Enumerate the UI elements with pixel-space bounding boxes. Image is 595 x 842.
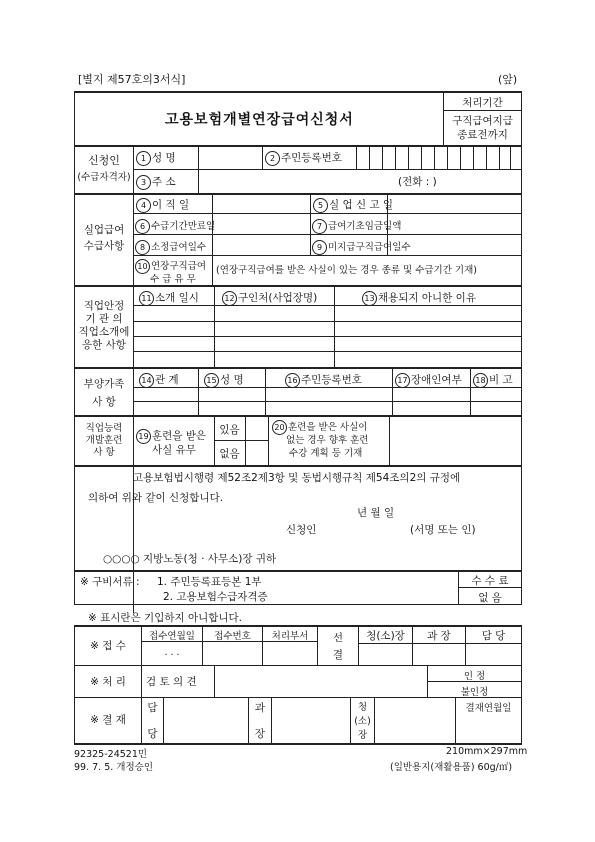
extended-benefit-label: 10 연장구직급여 [135, 258, 206, 274]
referral-section-label-4: 응한 사항 [82, 339, 126, 351]
signature-field[interactable]: (서명 또는 인) [410, 524, 476, 536]
training-section-label: 직업능력 [85, 423, 123, 434]
training-received-label-2: 사실 유무 [152, 444, 196, 456]
form-title: 고용보험개별연장급여신청서 [165, 112, 354, 128]
relation-label: 14 관 계 [139, 372, 179, 388]
paper-size: 210mm×297mm [446, 746, 528, 757]
unemployment-report-date-label: 5 실 업 신 고 일 [313, 197, 393, 213]
attachment-item-1: 1. 주민등록표등본 1부 [157, 576, 262, 588]
receipt-label: ※ 접 수 [90, 640, 126, 652]
form-reference: [별지 제57호의3서식] [78, 73, 186, 86]
referral-date-label: 11 소개 일시 [139, 290, 199, 306]
officer-label: 담 당 [481, 630, 506, 642]
decision-officer-label-2: 당 [147, 728, 158, 740]
training-no-box[interactable] [247, 442, 266, 463]
review-opinion-label: 검 토 의 견 [146, 676, 197, 688]
separation-date-field[interactable] [214, 195, 308, 212]
section-chief-label: 과 장 [427, 630, 451, 642]
approval-label: 선 [332, 632, 344, 644]
applicant-section-sub: (수급자격자) [77, 172, 131, 183]
training-plan-label-2: 없는 경우 향후 훈련 [286, 435, 369, 446]
name-field[interactable] [200, 147, 260, 167]
training-yes[interactable]: 있음 [219, 424, 240, 436]
office-use-note: ※ 표시란은 기입하지 아니합니다. [88, 612, 243, 624]
benefit-expiry-date-label: 6 수급기간만료일 [135, 218, 215, 234]
review-opinion-field[interactable] [216, 667, 425, 695]
declaration-text-2: 의하여 위와 같이 신청합니다. [88, 492, 224, 504]
decision-section-chief-label-2: 장 [254, 728, 266, 740]
address-field[interactable] [200, 171, 390, 191]
disability-label: 17 장애인여부 [395, 372, 462, 388]
unemployment-section-label-2: 수급사항 [83, 240, 125, 252]
unpaid-benefit-days-label: 9 미지급구직급여일수 [312, 239, 411, 255]
decision-date-field[interactable] [457, 716, 519, 741]
decision-chief-label-2: (소) [354, 716, 371, 727]
extended-benefit-label-2: 수 급 유 무 [150, 274, 196, 285]
base-daily-wage-label: 7 급여기초임금일액 [312, 218, 401, 234]
processing-period-label: 처리기간 [462, 97, 503, 109]
chief-label: 청(소)장 [366, 630, 405, 642]
separation-date-label: 4 이 직 일 [136, 197, 189, 213]
page-side: (앞) [498, 73, 518, 86]
approval-note: 99. 7. 5. 개정승인 [74, 762, 154, 773]
dependents-section-label-2: 사 항 [92, 396, 116, 408]
approved-label[interactable]: 인 정 [463, 671, 486, 682]
extended-benefit-note: (연장구직급여를 받은 사실이 있는 경우 종류 및 수급기간 기재) [216, 265, 477, 276]
receipt-date-field[interactable]: . . . [164, 647, 180, 658]
dependent-name-label: 15 성 명 [204, 372, 244, 388]
remarks-label: 18 비 고 [473, 372, 513, 388]
decision-section-chief-label: 과 [254, 702, 266, 714]
employer-label: 12 구인처(사업장명) [222, 290, 317, 306]
applicant-section-label: 신청인 [88, 154, 120, 167]
name-label: 1 성 명 [136, 150, 176, 166]
prescribed-benefit-days-label: 8 소정급여일수 [135, 239, 206, 255]
referral-section-label-2: 기 관 의 [85, 313, 123, 325]
processing-period-value: 구직급여지급 [452, 115, 513, 127]
decision-date-label: 결재연월일 [465, 703, 512, 714]
training-yes-box[interactable] [247, 417, 266, 439]
decision-chief-label: 청 [357, 702, 368, 713]
dependents-section-label: 부양가족 [83, 378, 125, 390]
attachments-label: ※ 구비서류 : [80, 576, 140, 588]
approval-label-2: 결 [332, 649, 344, 661]
attachment-item-2: 2. 고용보험수급자격증 [163, 591, 268, 603]
referral-section-label: 직업안정 [83, 300, 125, 312]
address-label: 3 주 소 [136, 174, 176, 190]
signer-label: 신청인 [286, 524, 317, 536]
dependent-rrn-label: 16 주민등록번호 [285, 372, 362, 388]
receipt-date-label: 접수연월일 [149, 631, 195, 642]
process-label: ※ 처 리 [90, 676, 126, 688]
fee-label: 수 수 료 [471, 575, 509, 587]
processing-period-value-2: 종료전까지 [457, 129, 508, 141]
paper-spec: (일반용지(재활용품) 60g/㎡) [390, 762, 513, 773]
unemployment-report-date-field[interactable] [389, 195, 519, 212]
decision-officer-label: 담 [147, 702, 158, 714]
rejected-label[interactable]: 불인정 [460, 687, 489, 698]
declaration-date[interactable]: 년 월 일 [357, 507, 395, 519]
training-plan-label-3: 수강 계획 등 기재 [289, 448, 363, 459]
recipient-office: ○○○○ 지방노동(청 · 사무소)장 귀하 [103, 553, 277, 565]
referral-section-label-3: 직업소개에 [78, 326, 130, 338]
declaration-text: 고용보험법시행령 제52조2제3항 및 동법시행규칙 제54조의2의 규정에 [133, 472, 461, 484]
unemployment-section-label: 실업급여 [83, 224, 125, 236]
training-received-label: 19 훈련을 받은 [136, 428, 206, 444]
phone-label: (전화 : ) [398, 176, 437, 188]
form-code: 92325-24521민 [74, 749, 148, 760]
fee-value: 없 음 [478, 592, 502, 604]
processing-dept-label: 처리부서 [271, 631, 309, 642]
training-section-label-2: 개발훈련 [85, 435, 123, 446]
not-hired-reason-label: 13 채용되지 아니한 이유 [362, 290, 476, 306]
receipt-number-label: 접수번호 [214, 631, 251, 642]
decision-chief-label-3: 장 [357, 730, 368, 741]
training-section-label-3: 사 항 [93, 447, 115, 458]
training-plan-label: 20 훈련을 받은 사실이 [272, 419, 367, 435]
training-plan-field[interactable] [392, 417, 519, 463]
training-no[interactable]: 없음 [219, 448, 240, 460]
rrn-label: 2 주민등록번호 [265, 150, 342, 166]
decision-label: ※ 결 재 [90, 714, 126, 726]
